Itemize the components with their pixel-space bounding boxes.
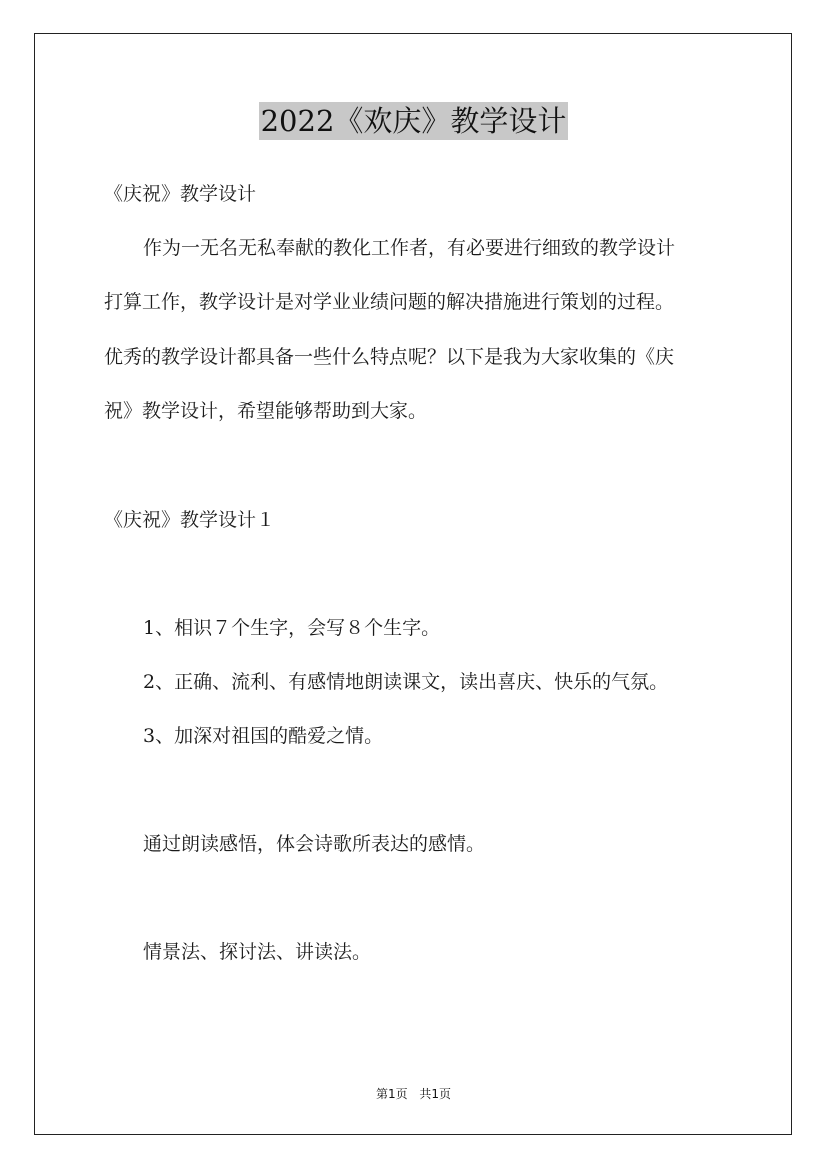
document-subtitle: 《庆祝》教学设计	[104, 183, 257, 205]
intro-line-4: 祝》教学设计，希望能够帮助到大家。	[104, 400, 428, 422]
page-number: 第1页	[375, 1087, 408, 1101]
methods-text: 情景法、探讨法、讲读法。	[143, 941, 372, 963]
page-total: 共1页	[419, 1087, 452, 1101]
goal-item-3: 3、加深对祖国的酷爱之情。	[143, 725, 384, 747]
page-footer	[0, 1085, 827, 1102]
intro-line-1: 作为一无名无私奉献的教化工作者，有必要进行细致的教学设计	[143, 237, 676, 259]
intro-line-2: 打算工作，教学设计是对学业业绩问题的解决措施进行策划的过程。	[104, 291, 675, 313]
title-container	[0, 102, 827, 140]
intro-line-3: 优秀的教学设计都具备一些什么特点呢？以下是我为大家收集的《庆	[104, 346, 675, 368]
document-title: 2022《欢庆》教学设计	[260, 104, 567, 138]
goal-item-1: 1、相识７个生字，会写８个生字。	[143, 617, 441, 639]
section-heading: 《庆祝》教学设计１	[104, 509, 276, 531]
goal-item-2: 2、正确、流利、有感情地朗读课文，读出喜庆、快乐的气氛。	[143, 671, 669, 693]
key-point-text: 通过朗读感悟，体会诗歌所表达的感情。	[143, 833, 486, 855]
